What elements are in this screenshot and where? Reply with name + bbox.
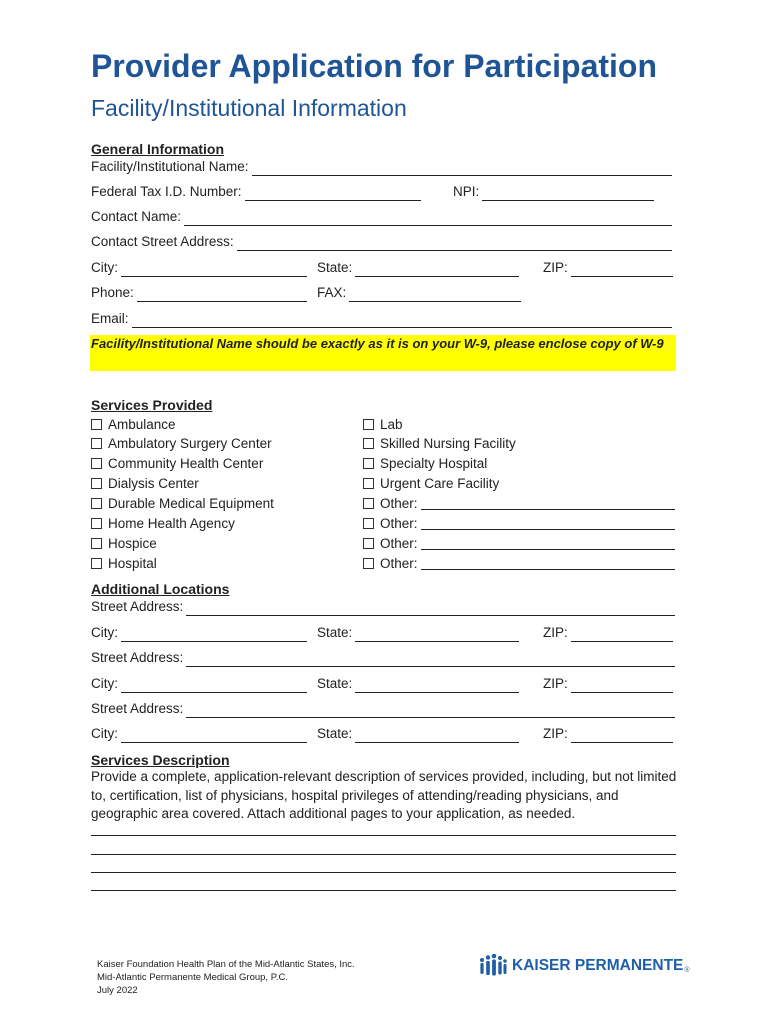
service-label: Community Health Center	[108, 455, 264, 471]
contact-address-field[interactable]	[91, 233, 672, 251]
service-checkbox[interactable]	[91, 454, 263, 472]
checkbox-icon[interactable]	[91, 419, 102, 430]
location-zip-field[interactable]	[543, 675, 673, 693]
npi-label: NPI:	[453, 184, 480, 199]
street-line[interactable]	[186, 602, 675, 616]
other-label: Other:	[380, 515, 418, 531]
location-city-field[interactable]	[91, 725, 307, 743]
street-line[interactable]	[186, 653, 675, 667]
other-line[interactable]	[421, 556, 675, 570]
footer-line-1: Kaiser Foundation Health Plan of the Mid-Atlantic States, Inc.	[97, 959, 355, 970]
service-checkbox[interactable]	[91, 434, 272, 452]
other-line[interactable]	[421, 516, 675, 530]
zip-line[interactable]	[571, 628, 673, 642]
state-line[interactable]	[355, 679, 519, 693]
checkbox-icon[interactable]	[91, 538, 102, 549]
zip-field[interactable]	[543, 259, 673, 277]
zip-label: ZIP:	[543, 260, 568, 275]
city-label: City:	[91, 260, 118, 275]
footer-line-3: July 2022	[97, 985, 138, 996]
city-line[interactable]	[121, 628, 307, 642]
location-zip-field[interactable]	[543, 725, 673, 743]
location-street-field[interactable]	[91, 598, 675, 616]
description-line[interactable]	[91, 890, 676, 891]
registered-mark: ®	[684, 966, 690, 974]
service-checkbox[interactable]	[91, 514, 235, 532]
service-checkbox[interactable]	[91, 494, 274, 512]
other-service-checkbox[interactable]	[363, 554, 675, 572]
city-line[interactable]	[121, 263, 307, 277]
city-label: City:	[91, 676, 118, 691]
general-information-heading: General Information	[91, 141, 225, 157]
location-city-field[interactable]	[91, 675, 307, 693]
location-zip-field[interactable]	[543, 624, 673, 642]
email-label: Email:	[91, 311, 129, 326]
location-state-field[interactable]	[317, 624, 519, 642]
state-field[interactable]	[317, 259, 519, 277]
service-label: Skilled Nursing Facility	[380, 435, 516, 451]
additional-locations-heading: Additional Locations	[91, 581, 230, 597]
service-label: Durable Medical Equipment	[108, 495, 274, 511]
service-checkbox[interactable]	[91, 534, 157, 552]
other-label: Other:	[380, 555, 418, 571]
facility-name-field[interactable]	[91, 158, 672, 176]
contact-address-label: Contact Street Address:	[91, 234, 234, 249]
service-checkbox[interactable]	[91, 474, 199, 492]
kaiser-people-icon	[478, 954, 508, 978]
checkbox-icon[interactable]	[363, 458, 374, 469]
contact-name-line[interactable]	[184, 212, 672, 226]
checkbox-icon[interactable]	[91, 438, 102, 449]
zip-label: ZIP:	[543, 676, 568, 691]
service-label: Specialty Hospital	[380, 455, 488, 471]
fax-field[interactable]	[317, 284, 521, 302]
fax-line[interactable]	[349, 288, 521, 302]
other-service-checkbox[interactable]	[363, 514, 675, 532]
service-label: Lab	[380, 416, 403, 432]
checkbox-icon[interactable]	[363, 478, 374, 489]
checkbox-icon[interactable]	[363, 518, 374, 529]
description-line[interactable]	[91, 854, 676, 855]
description-line[interactable]	[91, 835, 676, 836]
tax-id-line[interactable]	[245, 187, 421, 201]
checkbox-icon[interactable]	[91, 518, 102, 529]
service-label: Ambulatory Surgery Center	[108, 435, 272, 451]
footer-text	[97, 958, 355, 997]
city-line[interactable]	[121, 729, 307, 743]
phone-label: Phone:	[91, 285, 134, 300]
city-line[interactable]	[121, 679, 307, 693]
state-line[interactable]	[355, 628, 519, 642]
service-label: Urgent Care Facility	[380, 475, 500, 491]
description-line[interactable]	[91, 872, 676, 873]
location-state-field[interactable]	[317, 675, 519, 693]
service-label: Dialysis Center	[108, 475, 199, 491]
facility-name-line[interactable]	[252, 162, 672, 176]
checkbox-icon[interactable]	[363, 419, 374, 430]
street-label: Street Address:	[91, 701, 184, 716]
city-field[interactable]	[91, 259, 307, 277]
checkbox-icon[interactable]	[91, 478, 102, 489]
phone-line[interactable]	[137, 288, 307, 302]
state-label: State:	[317, 625, 353, 640]
other-service-checkbox[interactable]	[363, 494, 675, 512]
w9-note: Facility/Institutional Name should be exactly as it is on your W-9, please enclose copy of W-9	[91, 336, 664, 351]
service-checkbox[interactable]	[363, 474, 499, 492]
service-label: Hospice	[108, 535, 157, 551]
checkbox-icon[interactable]	[91, 498, 102, 509]
location-state-field[interactable]	[317, 725, 519, 743]
contact-name-field[interactable]	[91, 208, 672, 226]
zip-line[interactable]	[571, 729, 673, 743]
phone-field[interactable]	[91, 284, 307, 302]
location-street-field[interactable]	[91, 649, 675, 667]
checkbox-icon[interactable]	[91, 558, 102, 569]
page-subtitle: Facility/Institutional Information	[91, 95, 407, 121]
state-label: State:	[317, 676, 353, 691]
zip-label: ZIP:	[543, 625, 568, 640]
services-description-text: Provide a complete, application-relevant description of services provided, including, but not limited to, certification, list of physicians, hospital privileges of attending/reading physicians, and geographic area covered. Attach additional pages to your application, as needed.	[91, 769, 677, 821]
street-label: Street Address:	[91, 599, 184, 614]
contact-name-label: Contact Name:	[91, 209, 182, 224]
checkbox-icon[interactable]	[363, 558, 374, 569]
other-label: Other:	[380, 495, 418, 511]
page-title: Provider Application for Participation	[91, 48, 657, 84]
city-label: City:	[91, 625, 118, 640]
street-label: Street Address:	[91, 650, 184, 665]
zip-label: ZIP:	[543, 726, 568, 741]
service-checkbox[interactable]	[363, 415, 403, 433]
services-provided-heading: Services Provided	[91, 397, 213, 413]
npi-field[interactable]	[453, 183, 654, 201]
other-label: Other:	[380, 535, 418, 551]
other-line[interactable]	[421, 496, 675, 510]
checkbox-icon[interactable]	[363, 498, 374, 509]
npi-line[interactable]	[482, 187, 654, 201]
checkbox-icon[interactable]	[363, 438, 374, 449]
service-checkbox[interactable]	[363, 434, 516, 452]
zip-line[interactable]	[571, 679, 673, 693]
other-service-checkbox[interactable]	[363, 534, 675, 552]
city-label: City:	[91, 726, 118, 741]
state-label: State:	[317, 726, 353, 741]
services-description-heading: Services Description	[91, 752, 230, 768]
street-line[interactable]	[186, 704, 675, 718]
state-line[interactable]	[355, 263, 519, 277]
footer-line-2: Mid-Atlantic Permanente Medical Group, P.C.	[97, 972, 288, 983]
service-checkbox[interactable]	[363, 454, 487, 472]
state-label: State:	[317, 260, 353, 275]
zip-line[interactable]	[571, 263, 673, 277]
tax-id-field[interactable]	[91, 183, 421, 201]
logo-text: KAISER PERMANENTE	[512, 957, 684, 974]
other-line[interactable]	[421, 536, 675, 550]
state-line[interactable]	[355, 729, 519, 743]
contact-address-line[interactable]	[237, 237, 672, 251]
tax-id-label: Federal Tax I.D. Number:	[91, 184, 242, 199]
email-field[interactable]	[91, 310, 672, 328]
facility-name-label: Facility/Institutional Name:	[91, 159, 249, 174]
service-label: Home Health Agency	[108, 515, 235, 531]
checkbox-icon[interactable]	[91, 458, 102, 469]
service-checkbox[interactable]	[91, 554, 157, 572]
location-city-field[interactable]	[91, 624, 307, 642]
fax-label: FAX:	[317, 285, 347, 300]
service-label: Hospital	[108, 555, 157, 571]
location-street-field[interactable]	[91, 700, 675, 718]
email-line[interactable]	[132, 314, 672, 328]
kaiser-permanente-logo	[478, 954, 690, 978]
service-label: Ambulance	[108, 416, 176, 432]
service-checkbox[interactable]	[91, 415, 176, 433]
checkbox-icon[interactable]	[363, 538, 374, 549]
